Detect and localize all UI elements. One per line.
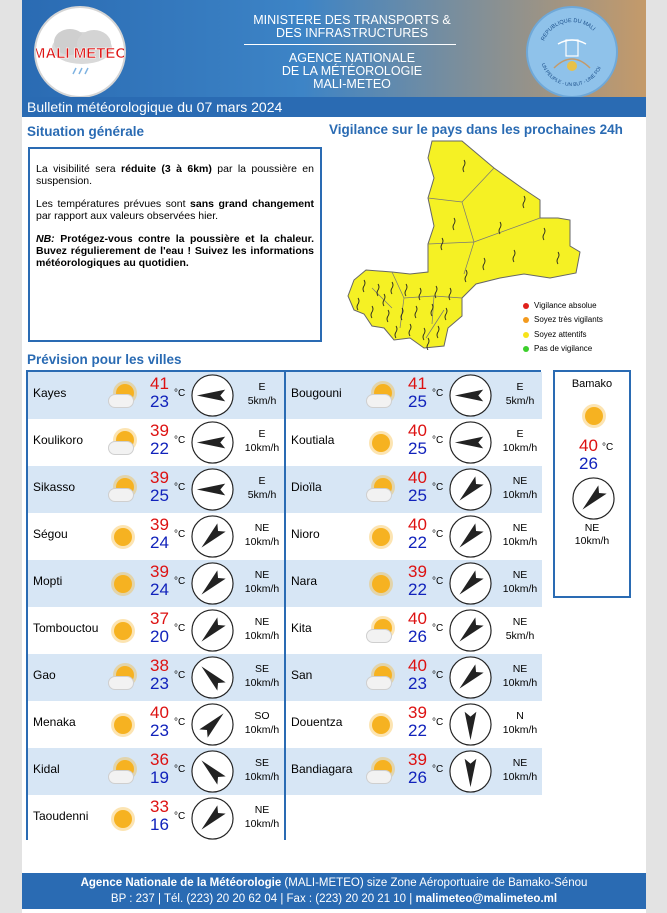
mali-meteo-logo <box>34 6 126 98</box>
temp-max: 39 <box>408 750 427 769</box>
wind-compass-icon <box>190 749 235 794</box>
city-name: Bougouni <box>291 386 342 400</box>
temp-max: 37 <box>150 609 169 628</box>
wind-speed: 10km/h <box>502 442 538 454</box>
temp-min: 24 <box>150 580 169 599</box>
city-row <box>28 607 284 654</box>
sun-cloud-icon <box>364 616 398 646</box>
wind-compass <box>448 467 493 512</box>
wind-compass <box>448 561 493 606</box>
city-row <box>28 748 284 795</box>
wind-direction: NE <box>512 475 528 487</box>
wind-info <box>240 521 284 549</box>
wind-direction: NE <box>254 569 270 581</box>
temp-max: 38 <box>150 656 169 675</box>
situation-box <box>28 147 322 342</box>
footer-line-1: Agence Nationale de la Météorologie (MALI-METEO) size Zone Aéroportuaire de Bamako-Sénou <box>80 877 588 889</box>
temp-min: 25 <box>408 439 427 458</box>
wind-info <box>498 380 542 408</box>
wind-compass-icon <box>448 608 493 653</box>
sun-cloud-icon <box>364 381 398 411</box>
city-row <box>286 419 542 466</box>
wind-compass-icon <box>190 608 235 653</box>
footer-line-2: BP : 237 | Tél. (223) 20 20 62 04 | Fax : (223) 20 20 21 10 | malimeteo@malimeteo.ml <box>110 893 558 905</box>
city-name: Koulikoro <box>33 433 84 447</box>
empty-row <box>286 795 542 842</box>
wind-info <box>498 615 542 643</box>
wind-info <box>240 709 284 737</box>
wind-info <box>240 662 284 690</box>
sun-icon <box>364 710 398 740</box>
temp-min: 24 <box>150 533 169 552</box>
city-name: Mopti <box>33 574 63 588</box>
wind-speed: 5km/h <box>247 489 277 501</box>
wind-compass-icon <box>448 702 493 747</box>
temp-max: 39 <box>150 562 169 581</box>
svg-text:REPUBLIQUE DU MALI <box>540 18 596 42</box>
temp-min: 23 <box>408 674 427 693</box>
temp-min: 23 <box>150 392 169 411</box>
sun-icon <box>106 616 140 646</box>
temp-max: 39 <box>408 562 427 581</box>
city-row <box>286 372 542 419</box>
wind-speed: 10km/h <box>502 536 538 548</box>
seal-bottom-text: UN PEUPLE - UN BUT - UNE FOI <box>539 62 603 89</box>
sun-cloud-icon <box>364 757 398 787</box>
wind-info <box>498 474 542 502</box>
wind-info <box>240 803 284 831</box>
wind-speed: 10km/h <box>244 818 280 830</box>
legend-dot-green <box>523 346 529 352</box>
legend-absolute: Vigilance absolue <box>523 301 597 310</box>
city-row <box>286 607 542 654</box>
temp-min: 26 <box>408 627 427 646</box>
bamako-weather-icon <box>555 390 629 430</box>
wind-info <box>498 568 542 596</box>
temp-unit: °C <box>174 388 186 399</box>
wind-speed: 10km/h <box>244 630 280 642</box>
temp-min: 16 <box>150 815 169 834</box>
temp-max: 39 <box>150 515 169 534</box>
city-row <box>286 560 542 607</box>
temp-unit: °C <box>432 670 444 681</box>
temp-max: 40 <box>150 703 169 722</box>
city-row <box>28 560 284 607</box>
city-name: Ségou <box>33 527 68 541</box>
temp-min: 23 <box>150 721 169 740</box>
wind-direction: NE <box>512 522 528 534</box>
wind-info <box>240 427 284 455</box>
legend-very-vigilant: Soyez très vigilants <box>523 315 603 324</box>
temp-unit: °C <box>432 482 444 493</box>
sun-cloud-icon <box>106 428 140 458</box>
temp-max: 40 <box>408 468 427 487</box>
table-column-divider <box>284 370 286 840</box>
city-name: Douentza <box>291 715 343 729</box>
wind-speed: 10km/h <box>502 489 538 501</box>
wind-compass-icon <box>448 420 493 465</box>
wind-compass <box>448 702 493 747</box>
wind-compass-icon <box>448 373 493 418</box>
temp-unit: °C <box>174 435 186 446</box>
sun-icon <box>106 522 140 552</box>
wind-direction: NE <box>512 757 528 769</box>
temp-unit: °C <box>432 717 444 728</box>
city-row <box>286 701 542 748</box>
wind-direction: E <box>516 381 524 393</box>
wind-compass <box>448 514 493 559</box>
temp-min: 26 <box>408 768 427 787</box>
city-name: Gao <box>33 668 56 682</box>
wind-speed: 5km/h <box>247 395 277 407</box>
city-name: Bandiagara <box>291 762 353 776</box>
temp-max: 36 <box>150 750 169 769</box>
legend-no-vigilance: Pas de vigilance <box>523 344 592 353</box>
temp-max: 41 <box>150 374 169 393</box>
wind-speed: 10km/h <box>502 677 538 689</box>
temp-min: 22 <box>408 533 427 552</box>
temp-min: 20 <box>150 627 169 646</box>
wind-direction: NE <box>254 616 270 628</box>
sun-cloud-icon <box>364 663 398 693</box>
situation-title: Situation générale <box>27 124 145 139</box>
city-row <box>28 466 284 513</box>
temp-max: 40 <box>408 609 427 628</box>
bamako-wind-speed: 10km/h <box>574 535 610 547</box>
temp-unit: °C <box>174 717 186 728</box>
wind-compass-icon <box>190 467 235 512</box>
ministry-line-2: DES INFRASTRUCTURES <box>275 26 429 40</box>
legend-attentive: Soyez attentifs <box>523 330 586 339</box>
wind-compass <box>190 373 235 418</box>
temp-max: 40 <box>408 421 427 440</box>
wind-speed: 5km/h <box>505 630 535 642</box>
sun-icon <box>106 569 140 599</box>
city-row <box>28 654 284 701</box>
wind-info <box>240 756 284 784</box>
wind-speed: 10km/h <box>244 583 280 595</box>
sun-icon <box>106 804 140 834</box>
temp-unit: °C <box>174 811 186 822</box>
legend-dot-yellow <box>523 332 529 338</box>
bulletin-title-bar <box>22 97 646 117</box>
forecast-title: Prévision pour les villes <box>27 352 182 367</box>
wind-speed: 10km/h <box>244 724 280 736</box>
bamako-forecast-card <box>553 370 631 598</box>
wind-speed: 10km/h <box>502 724 538 736</box>
temp-unit: °C <box>174 623 186 634</box>
city-name: Kayes <box>33 386 67 400</box>
wind-compass <box>190 420 235 465</box>
temp-max: 40 <box>408 656 427 675</box>
city-name: Taoudenni <box>33 809 89 823</box>
city-row <box>286 654 542 701</box>
sun-cloud-icon <box>106 663 140 693</box>
wind-info <box>240 474 284 502</box>
republic-of-mali-seal <box>526 6 618 98</box>
bamako-wind-compass <box>571 476 616 526</box>
wind-direction: SE <box>254 663 269 675</box>
wind-compass <box>448 655 493 700</box>
wind-speed: 10km/h <box>244 442 280 454</box>
wind-compass <box>448 608 493 653</box>
city-name: Nioro <box>291 527 320 541</box>
sun-cloud-icon <box>364 475 398 505</box>
wind-speed: 10km/h <box>244 536 280 548</box>
wind-info <box>498 662 542 690</box>
sun-cloud-icon <box>106 757 140 787</box>
temp-unit: °C <box>174 576 186 587</box>
wind-info <box>498 427 542 455</box>
agency-line-1: AGENCE NATIONALE <box>288 51 416 65</box>
wind-speed: 10km/h <box>244 677 280 689</box>
sun-icon <box>364 522 398 552</box>
temp-unit: °C <box>174 764 186 775</box>
wind-compass-icon <box>190 514 235 559</box>
legend-dot-red <box>523 303 529 309</box>
ministry-line-1: MINISTERE DES TRANSPORTS & <box>253 13 451 27</box>
temp-min: 22 <box>408 580 427 599</box>
wind-direction: NE <box>512 616 528 628</box>
wind-direction: NE <box>254 804 270 816</box>
city-name: Menaka <box>33 715 76 729</box>
temp-unit: °C <box>432 388 444 399</box>
wind-compass <box>190 702 235 747</box>
temp-unit: °C <box>432 623 444 634</box>
temp-max: 40 <box>408 515 427 534</box>
agency-line-3: MALI-METEO <box>313 77 391 91</box>
wind-info <box>240 568 284 596</box>
wind-compass <box>190 796 235 841</box>
city-name: Kidal <box>33 762 60 776</box>
wind-compass-icon <box>190 561 235 606</box>
temp-min: 25 <box>150 486 169 505</box>
temp-max: 33 <box>150 797 169 816</box>
wind-speed: 10km/h <box>502 771 538 783</box>
logo-wordmark: MALI METEO <box>36 45 124 62</box>
wind-info <box>240 615 284 643</box>
temp-min: 19 <box>150 768 169 787</box>
wind-compass-icon <box>448 561 493 606</box>
temp-min: 22 <box>150 439 169 458</box>
wind-compass <box>448 373 493 418</box>
sun-icon <box>364 569 398 599</box>
wind-compass <box>190 749 235 794</box>
wind-speed: 10km/h <box>244 771 280 783</box>
wind-compass-icon <box>448 749 493 794</box>
bamako-name: Bamako <box>571 378 613 390</box>
wind-direction: E <box>258 381 266 393</box>
wind-compass-icon <box>190 702 235 747</box>
wind-compass <box>448 749 493 794</box>
bamako-tmax: 40 <box>579 436 598 455</box>
wind-compass <box>190 608 235 653</box>
wind-direction: NE <box>512 663 528 675</box>
wind-compass <box>448 420 493 465</box>
wind-info <box>498 709 542 737</box>
city-name: Tombouctou <box>33 621 99 635</box>
bamako-tmin: 26 <box>579 454 598 473</box>
sun-icon <box>106 710 140 740</box>
wind-compass-icon <box>448 655 493 700</box>
wind-compass-icon <box>190 420 235 465</box>
temp-max: 39 <box>150 421 169 440</box>
temp-max: 39 <box>408 703 427 722</box>
wind-compass-icon <box>190 373 235 418</box>
temp-min: 25 <box>408 392 427 411</box>
temp-unit: °C <box>432 529 444 540</box>
agency-line-2: DE LA MÉTÉOROLOGIE <box>281 64 423 78</box>
situation-paragraph-visibility: La visibilité sera réduite (3 à 6km) par la poussière en suspension. <box>36 163 314 187</box>
wind-compass-icon <box>190 655 235 700</box>
wind-speed: 10km/h <box>502 583 538 595</box>
temp-unit: °C <box>432 435 444 446</box>
wind-direction: E <box>258 428 266 440</box>
city-row <box>286 513 542 560</box>
temp-unit: °C <box>432 764 444 775</box>
header-banner <box>22 0 646 97</box>
legend-dot-orange <box>523 317 529 323</box>
situation-paragraph-advice: NB: Protégez-vous contre la poussière et la chaleur. Buvez régulierement de l'eau ! Suivez les informations météorologiques au quotidien. <box>36 233 314 269</box>
sun-icon <box>364 428 398 458</box>
city-name: Koutiala <box>291 433 335 447</box>
wind-direction: E <box>516 428 524 440</box>
wind-compass-icon <box>448 514 493 559</box>
temp-unit: °C <box>432 576 444 587</box>
wind-direction: SE <box>254 757 269 769</box>
wind-compass <box>190 561 235 606</box>
temp-unit: °C <box>174 670 186 681</box>
city-row <box>286 748 542 795</box>
bulletin-title: Bulletin météorologique du 07 mars 2024 <box>27 99 283 115</box>
city-name: Sikasso <box>33 480 76 494</box>
vigilance-title: Vigilance sur le pays dans les prochaines 24h <box>329 122 623 137</box>
wind-compass <box>190 655 235 700</box>
city-row <box>28 701 284 748</box>
wind-speed: 5km/h <box>505 395 535 407</box>
wind-info <box>240 380 284 408</box>
wind-compass <box>190 467 235 512</box>
situation-paragraph-temperature: Les températures prévues sont sans grand changement par rapport aux valeurs observées hier. <box>36 198 314 222</box>
wind-direction: NE <box>254 522 270 534</box>
city-row <box>286 466 542 513</box>
city-row <box>28 419 284 466</box>
city-row <box>28 513 284 560</box>
temp-max: 39 <box>150 468 169 487</box>
city-name: Kita <box>291 621 312 635</box>
temp-unit: °C <box>174 482 186 493</box>
wind-direction: NE <box>512 569 528 581</box>
city-name: Dioïla <box>291 480 322 494</box>
wind-compass-icon <box>190 796 235 841</box>
wind-compass-icon <box>448 467 493 512</box>
city-row <box>28 795 284 842</box>
temp-unit: °C <box>174 529 186 540</box>
wind-info <box>498 521 542 549</box>
wind-direction: E <box>258 475 266 487</box>
wind-info <box>498 756 542 784</box>
sun-cloud-icon <box>106 381 140 411</box>
city-name: San <box>291 668 313 682</box>
city-row <box>28 372 284 419</box>
wind-compass-icon <box>571 476 616 521</box>
sun-cloud-icon <box>106 475 140 505</box>
wind-direction: N <box>516 710 524 722</box>
city-name: Nara <box>291 574 318 588</box>
bamako-unit: °C <box>602 442 614 453</box>
bamako-wind-direction: NE <box>584 522 600 534</box>
temp-min: 25 <box>408 486 427 505</box>
wind-compass <box>190 514 235 559</box>
header-divider <box>244 44 456 45</box>
temp-min: 22 <box>408 721 427 740</box>
footer-bar <box>22 873 646 909</box>
seal-top-text: REPUBLIQUE DU MALI <box>540 17 597 42</box>
footer-email[interactable]: malimeteo@malimeteo.ml <box>415 893 558 905</box>
temp-max: 41 <box>408 374 427 393</box>
temp-min: 23 <box>150 674 169 693</box>
wind-direction: SO <box>254 710 270 722</box>
bulletin-page <box>22 0 646 913</box>
